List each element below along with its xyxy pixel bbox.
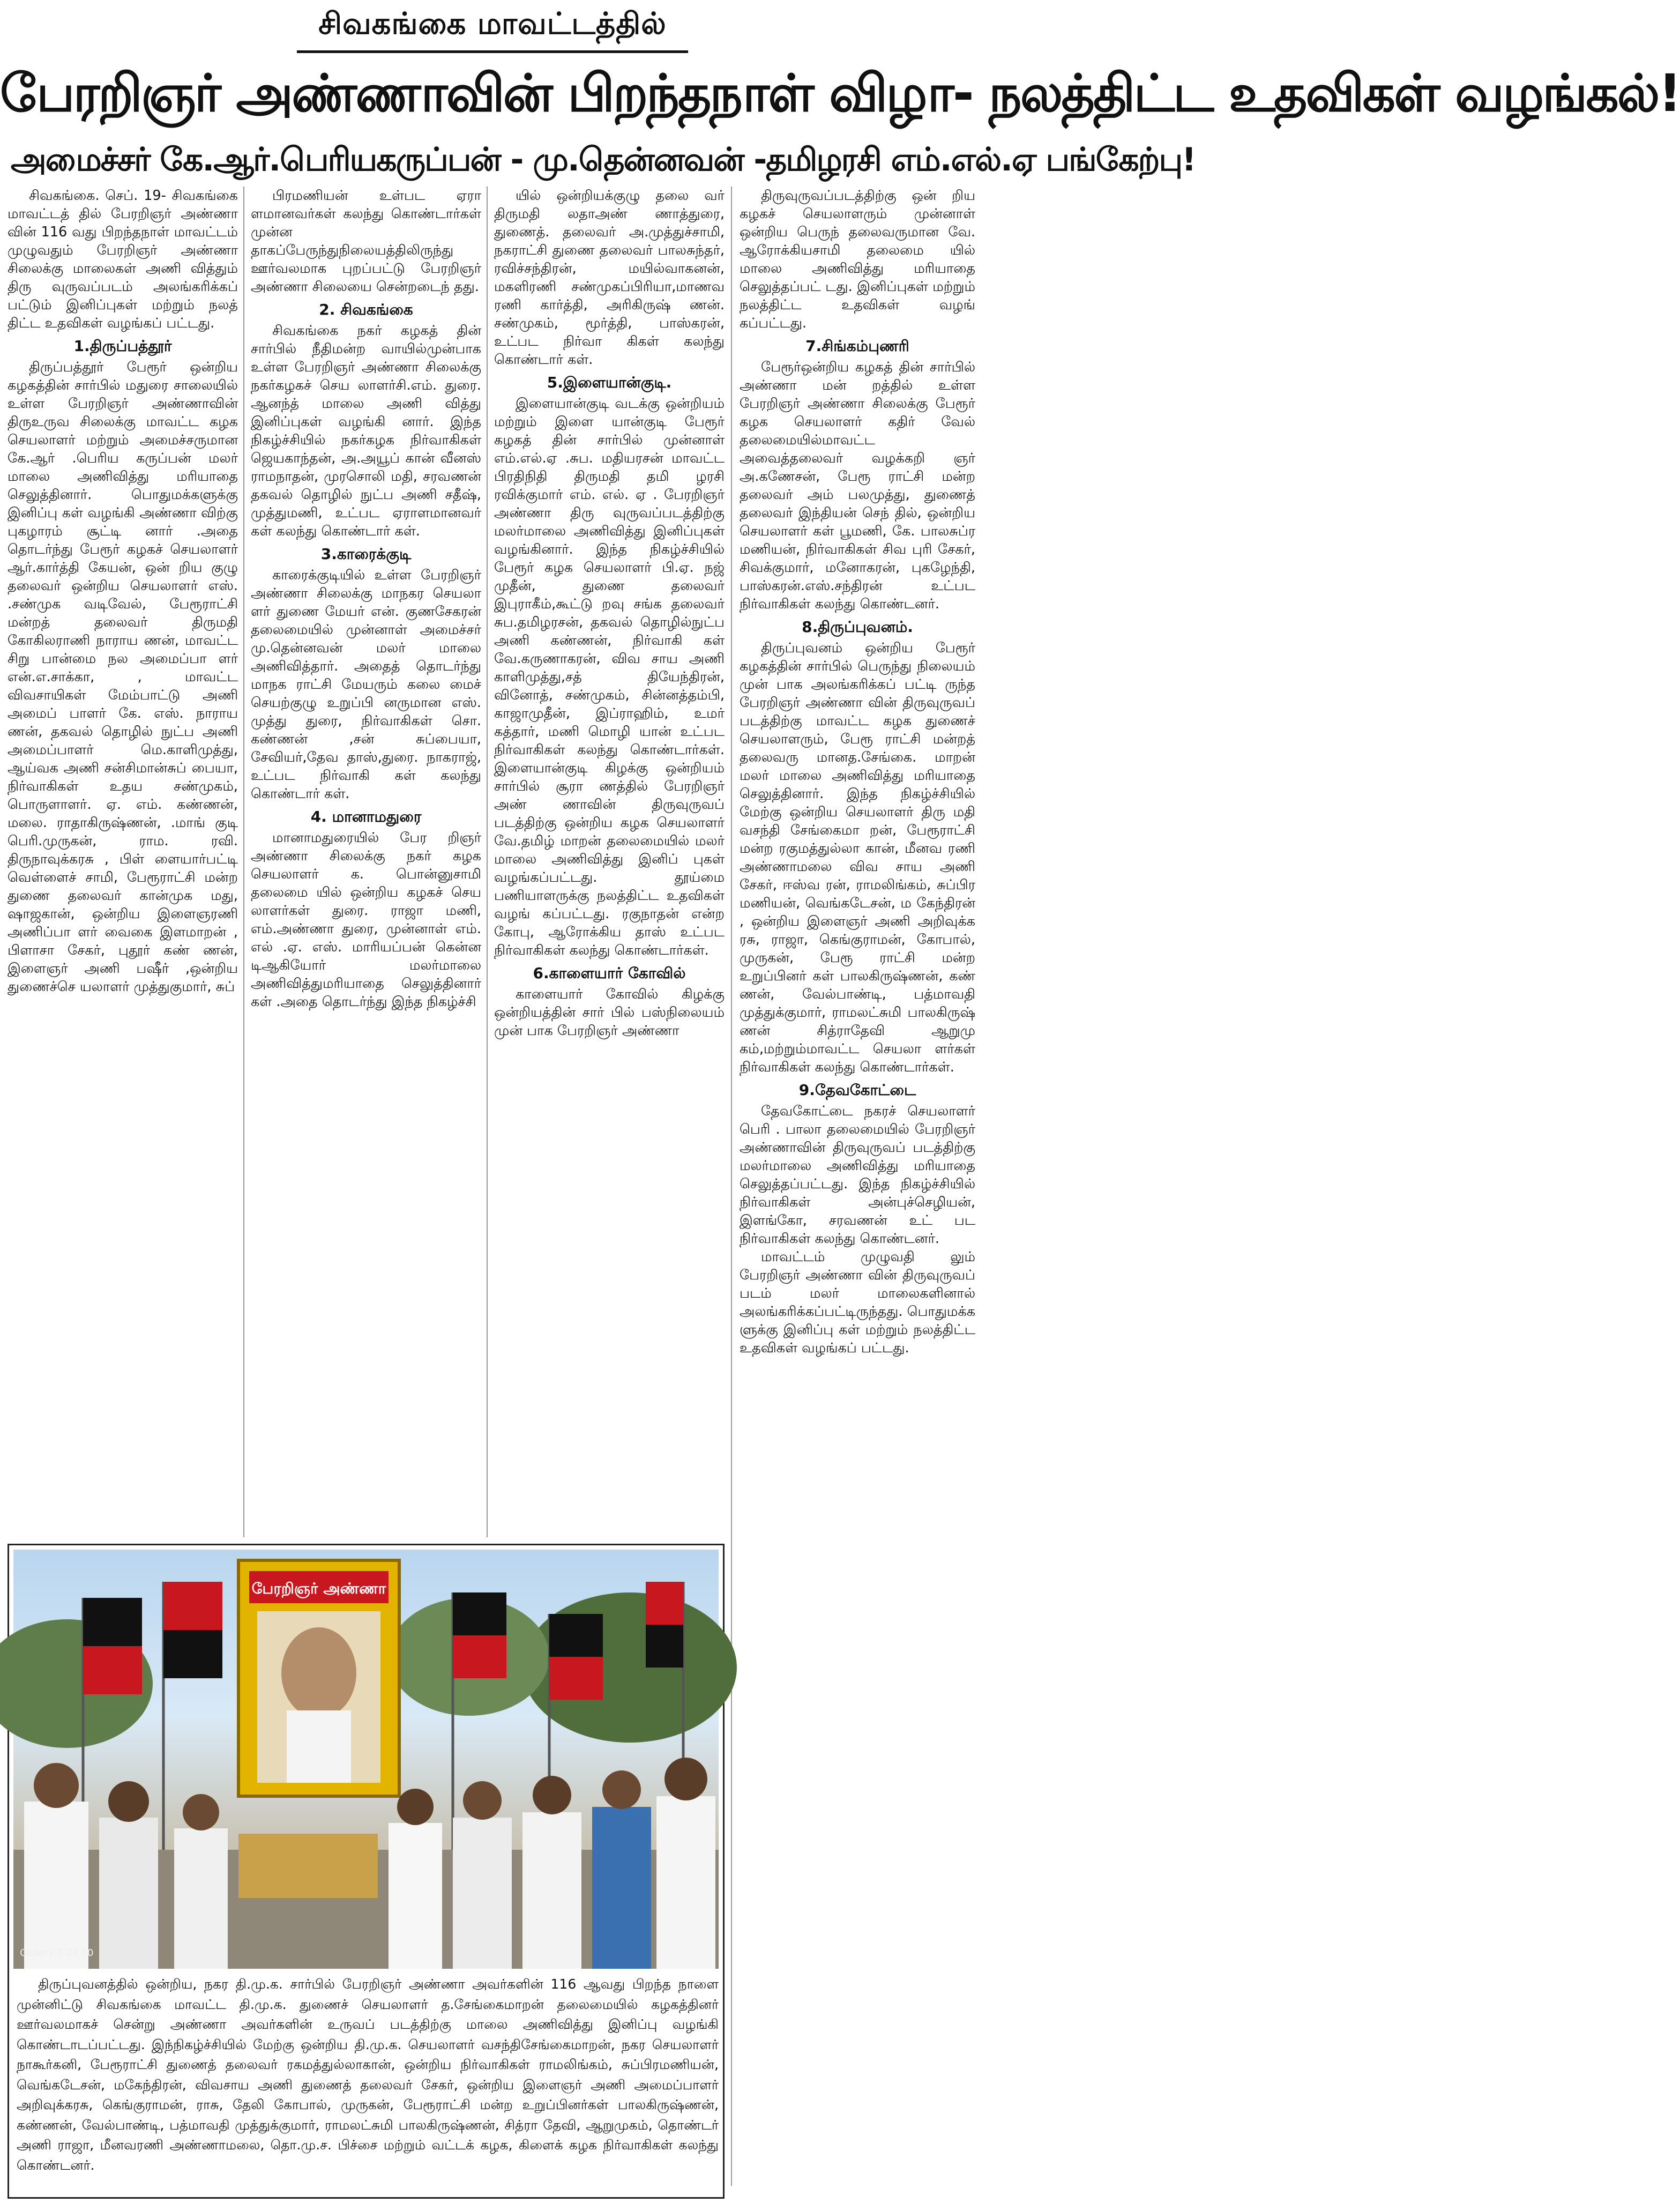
event-photo <box>13 1550 719 1969</box>
photo-box <box>8 1544 725 2199</box>
section-heading-karaikudi: 3.காரைக்குடி <box>320 545 412 563</box>
column-rule <box>487 187 488 1537</box>
section-text-ilayangudi: இளையான்குடி வடக்கு ஒன்றியம் மற்றும் இளை யான்குடி பேரூர் கழகத் தின் சார்பில் முன்னாள் எம்.எல்.ஏ .சுப. மதியரசன் மாவட்ட பிரதிநிதி திருமதி தமி ழரசி ரவிக்குமார் எம். எல். ஏ . பேரறிஞர் அண்ணா திரு வுருவப்படத்திற்கு மலர்மாலை அணிவித்து இனிப்புகள் வழங்கினார். இந்த நிகழ்ச்சியில் பேரூர் கழக செயலாளர் பி.ஏ. நஜ் முதீன், துணை தலைவர் இபுராகீம்,கூட்டு றவு சங்க தலைவர் சுப.தமிழரசன், தகவல் தொழில்நுட்ப அணி கண்ணன், நிர்வாகி கள் வே.கருணாகரன், விவ சாய அணி காளிமுத்து,சத் தியேந்திரன், வினோத், சண்முகம், சின்னத்தம்பி, காஜாமுதீன், இப்ராஹிம், உமர் கத்தார், மணி மொழி யான் உட்பட நிர்வாகிகள் கலந்து கொண்டார்கள். இளையான்குடி கிழக்கு ஒன்றியம் சார்பில் சூரா ணத்தில் பேரறிஞர் அண் ணாவின் திருவுருவப் படத்திற்கு ஒன்றிய கழக செயலாளர் வே.தமிழ் மாறன் தலைமையில் மலர் மாலை அணிவித்து இனிப் புகள் வழங்கப்பட்டது. தூய்மை பணியாளருக்கு நலத்திட்ட உதவிகள் வழங் கப்பட்டது. ரகுநாதன் என்ற கோபு, ஆரோக்கிய தாஸ் உட்பட நிர்வாகிகள் கலந்து கொண்டார்கள். <box>494 396 725 958</box>
section-text-singampunari: பேரூர்ஒன்றிய கழகத் தின் சார்பில் அண்ணா மன் றத்தில் உள்ள பேரறிஞர் அண்ணா சிலைக்கு பேரூர் கழக செயலாளர் கதிர் வேல் தலைமையில்மாவட்ட அவைத்தலைவர் வழக்கறி ஞர் அ.கணேசன், பேரூ ராட்சி மன்ற தலைவர் அம் பலமுத்து, துணைத் தலைவர் இந்தியன் செந் தில், ஒன்றிய செயலாளர் கள் பூமணி, கே. பாலசுப்ர மணியன், நிர்வாகிகள் சிவ புரி சேகர், சிவக்குமார், மனோகரன், புகழேந்தி, பாஸ்கரன்.எஸ்.சந்திரன் உட்பட நிர்வாகிகள் கலந்து கொண்டனர். <box>740 359 975 612</box>
section-text-continued: திருவுருவப்படத்திற்கு ஒன் றிய கழகச் செயலாளரும் முன்னாள் ஒன்றிய பெருந் தலைவருமான வே. ஆரோக்கியசாமி தலைமை யில் மாலை அணிவித்து மரியாதை செலுத்தப்பட் டது. இனிப்புகள் மற்றும் நலத்திட்ட உதவிகள் வழங் கப்பட்டது. <box>740 188 975 331</box>
article-column-4 <box>740 187 975 2186</box>
section-heading-devakottai: 9.தேவகோட்டை <box>798 1081 916 1099</box>
subhead <box>0 138 1196 181</box>
section-heading-tiruppuvanam: 8.திருப்புவனம். <box>802 618 913 636</box>
column-rule <box>731 187 732 2186</box>
section-heading-singampunari: 7.சிங்கம்புணரி <box>805 337 909 355</box>
section-text-kalaiyarkovil: காளையார் கோவில் கிழக்கு ஒன்றியத்தின் சார் பில் பஸ்நிலையம் முன் பாக பேரறிஞர் அண்ணா <box>494 986 725 1039</box>
subhead-part2: தமிழரசி எம்.எல்.ஏ பங்கேற்பு! <box>766 141 1196 178</box>
intro-paragraph: சிவகங்கை. செப். 19- சிவகங்கை மாவட்டத் தில் பேரறிஞர் அண்ணா வின் 116 வது பிறந்தநாள் மாவட்டம் முழுவதும் பேரறிஞர் அண்ணா சிலைக்கு மாலைகள் அணி வித்தும் திரு வுருவப்படம் அலங்கரிக்கப் பட்டும் இனிப்புகள் மற்றும் நலத் திட்ட உதவிகள் வழங்கப் பட்டது. <box>8 188 238 331</box>
section-text-continued: யில் ஒன்றியக்குழு தலை வர் திருமதி லதாஅண் ணாத்துரை, துணைத். தலைவர் அ.முத்துச்சாமி, நகராட்சி துணை தலைவர் பாலசுந்தர், ரவிச்சந்திரன், மயில்வாகனன், மகளிரணி சண்முகப்பிரியா,மாணவ ரணி கார்த்தி, அரிகிருஷ் ணன். சண்முகம், மூர்த்தி, பாஸ்கரன், உட்பட நிர்வா கிகள் கலந்து கொண்டார் கள். <box>494 188 725 368</box>
closing-paragraph: மாவட்டம் முழுவதி லும் பேரறிஞர் அண்ணா வின் திருவுருவப் படம் மலர் மாலைகளினால் அலங்கரிக்கப்பட்டிருந்தது. பொதுமக்க ளுக்கு இனிப்பு கள் மற்றும் நலத்திட்ட உதவிகள் வழங்கப் பட்டது. <box>740 1249 975 1356</box>
banner-text: பேரறிஞர் அண்ணா <box>251 1580 386 1597</box>
kicker-wrap <box>0 6 985 53</box>
section-heading-ilayangudi: 5.இளையான்குடி. <box>547 374 672 391</box>
subhead-part1: அமைச்சர் கே.ஆர்.பெரியகருப்பன் - மு.தென்னவன் - <box>11 141 766 178</box>
event-photo-illustration <box>13 1550 719 1969</box>
column-rule <box>243 187 244 1537</box>
section-text-karaikudi: காரைக்குடியில் உள்ள பேரறிஞர் அண்ணா சிலைக்கு மாநகர செயலா ளர் துணை மேயர் என். குணசேகரன் தலைமையில் முன்னாள் அமைச்சர் மு.தென்னவன் மலர் மாலை அணிவித்தார். அதைத் தொடர்ந்து மாநக ராட்சி மேயரும் கலை மைச் செயற்குழு உறுப்பி னருமான எஸ். முத்து துரை, நிர்வாகிகள் சொ. கண்ணன் ,சன் சுப்பையா, சேவியர்,தேவ தாஸ்,துரை. நாகராஜ், உட்பட நிர்வாகி கள் கலந்து கொண்டார் கள். <box>251 567 481 802</box>
section-text-tiruppattur: திருப்பத்தூர் பேரூர் ஒன்றிய கழகத்தின் சார்பில் மதுரை சாலையில் உள்ள பேரறிஞர் அண்ணாவின் திருஉருவ சிலைக்கு மாவட்ட கழக செயலாளர் மற்றும் அமைச்சருமான கே.ஆர் .பெரிய கருப்பன் மலர் மாலை அணிவித்து மரியாதை செலுத்தினார். பொதுமக்களுக்கு இனிப்பு கள் வழங்கி அண்ணா விற்கு புகழாரம் சூட்டி னார் .அதை தொடர்ந்து பேரூர் கழகச் செயலாளர் ஆர்.கார்த்தி கேயன், ஒன் றிய குழு தலைவர் ஒன்றிய செயலாளர் எஸ். .சண்முக வடிவேல், பேரூராட்சி மன்றத் தலைவர் திருமதி கோகிலராணி நாராய ணன், மாவட்ட சிறு பான்மை நல அமைப்பா ளர் என்.எ.சாக்கா, , மாவட்ட விவசாயிகள் மேம்பாட்டு அணி அமைப் பாளர் கே. எஸ். நாராய ணன், தகவல் தொழில் நுட்ப அணி அமைப்பாளர் மெ.காளிமுத்து, ஆய்வக அணி சன்சிமான்சுப் பையா, நிர்வாகிகள் உதய சண்முகம், பொருளாளர். ஏ. எம். கண்ணன், மலை. ராதாகிருஷ்ணன், .மாங் குடி பெரி.முருகன், ராம. ரவி. திருநாவுக்கரசு , பிள் ளையார்பட்டி வெள்ளைச் சாமி, பேரூராட்சி மன்ற துணை தலைவர் கான்முக மது, ஷாஜகான், ஒன்றிய இளைஞரணி அணிப்பா ளர் வைகை இளமாறன் , பிளாசா சேகர், புதூர் கண் ணன், இளைஞர் அணி பஷீர் ,ஒன்றிய துணைச்செ யலாளர் முத்துகுமார், சுப் <box>8 359 238 995</box>
article-column-2 <box>251 187 481 1537</box>
headline: பேரறிஞர் அண்ணாவின் பிறந்தநாள் விழா- நலத்திட்ட உதவிகள் வழங்கல்! <box>0 63 1680 123</box>
photo-credit: Gallery F 24.50 <box>20 1947 94 1959</box>
section-text-sivagangai: சிவகங்கை நகர் கழகத் தின் சார்பில் நீதிமன்ற வாயில்முன்பாக உள்ள பேரறிஞர் அண்ணா சிலைக்கு நகர்கழகச் செய லாளர்சி.எம். துரை. ஆனந்த் மாலை அணி வித்து இனிப்புகள் வழங்கி னார். இந்த நிகழ்ச்சியில் நகர்கழக நிர்வாகிகள் ஜெயகாந்தன், அ.அயூப் கான் வீனஸ் ராமநாதன், முரசொலி மதி, சரவணன் தகவல் தொழில் நுட்ப அணி சதீஷ், முத்துமணி, உட்பட ஏராளமானவர் கள் கலந்து கொண்டார் கள். <box>251 323 481 539</box>
photo-caption-text: திருப்புவனத்தில் ஒன்றிய, நகர தி.மு.க. சார்பில் பேரறிஞர் அண்ணா அவர்களின் 116 ஆவது பிறந்த நாளை முன்னிட்டு சிவகங்கை மாவட்ட தி.மு.க. துணைச் செயலாளர் த.சேங்கைமாறன் தலைமையில் கழகத்தினர் ஊர்வலமாகச் சென்று அண்ணா அவர்களின் உருவப் படத்திற்கு மாலை அணிவித்து இனிப்பு வழங்கி கொண்டாடப்பட்டது. இந்நிகழ்ச்சியில் மேற்கு ஒன்றிய தி.மு.க. செயலாளர் வசந்திசேங்கைமாறன், நகர செயலாளர் நாகூர்கனி, பேரூராட்சி துணைத் தலைவர் ரகமத்துல்லாகான், ஒன்றிய நிர்வாகிகள் ராமலிங்கம், சுப்பிரமணியன், வெங்கடேசன், மகேந்திரன், விவசாய அணி துணைத் தலைவர் சேகர், ஒன்றிய இளைஞர் அணி அமைப்பாளர் அறிவுக்கரசு, கெங்குராமன், ராசு, தேலி கோபால், முருகன், பேரூராட்சி மன்ற உறுப்பினர்கள் பாலகிருஷ்ணன், கண்ணன், வேல்பாண்டி, பத்மாவதி முத்துக்குமார், ராமலட்சுமி பாலகிருஷ்ணன், சித்ரா தேவி, ஆறுமுகம், தொண்டர் அணி ராஜா, மீனவரணி அண்ணாமலை, தொ.மு.ச. பிச்சை மற்றும் வட்டக் கழக, கிளைக் கழக நிர்வாகிகள் கலந்து கொண்டனர். <box>17 1976 719 2173</box>
section-text-tiruppuvanam: திருப்புவனம் ஒன்றிய பேரூர் கழகத்தின் சார்பில் பெருந்து நிலையம் முன் பாக அலங்கரிக்கப் பட்டி ருந்த பேரறிஞர் அண்ணா வின் திருவுருவப் படத்திற்கு மாவட்ட கழக துணைச் செயலாளரும், பேரூ ராட்சி மன்றத் தலைவரு மானத.சேங்கை. மாறன் மலர் மாலை அணிவித்து மரியாதை செலுத்தினார். இந்த நிகழ்ச்சியில் மேற்கு ஒன்றிய செயலாளர் திரு மதி வசந்தி சேங்கைமா றன், பேரூராட்சி மன்ற ரகுமத்துல்லா கான், மீனவ ரணி அண்ணாமலை விவ சாய அணி சேகர், ஈஸ்வ ரன், ராமலிங்கம், சுப்பிர மணியன், வெங்கடேசன், ம கேந்திரன் , ஒன்றிய இளைஞர் அணி அறிவுக்க ரசு, ராஜா, கெங்குராமன், கோபால், முருகன், பேரூ ராட்சி மன்ற உறுப்பினர் கள் பாலகிருஷ்ணன், கண் ணன், வேல்பாண்டி, பத்மாவதி முத்துக்குமார், ராமலட்சுமி பாலகிருஷ் ணன் சித்ராதேவி ஆறுமு கம்,மற்றும்மாவட்ட செயலா ளர்கள் நிர்வாகிகள் கலந்து கொண்டார்கள். <box>740 640 975 1075</box>
section-heading-kalaiyarkovil: 6.காளையார் கோவில் <box>533 964 686 982</box>
section-heading-manamadurai: 4. மானாமதுரை <box>310 808 422 825</box>
section-text-continued: பிரமணியன் உள்பட ஏரா ளமானவர்கள் கலந்து கொண்டார்கள் முன்ன தாகப்பேருந்துநிலையத்திலிருந்து ஊர்வலமாக புறப்பட்டு பேரறிஞர் அண்ணா சிலையை சென்றடைந் தது. <box>251 188 481 295</box>
article-column-3 <box>494 187 725 1537</box>
photo-caption <box>17 1974 719 2175</box>
section-text-devakottai: தேவகோட்டை நகரச் செயலாளர் பெரி . பாலா தலைமையில் பேரறிஞர் அண்ணாவின் திருவுருவப் படத்திற்கு மலர்மாலை அணிவித்து மரியாதை செலுத்தப்பட்டது. இந்த நிகழ்ச்சியில் நிர்வாகிகள் அன்புச்செழியன், இளங்கோ, சரவணன் உட் பட நிர்வாகிகள் கலந்து கொண்டனர். <box>740 1103 975 1247</box>
section-heading-tiruppattur: 1.திருப்பத்தூர் <box>73 337 172 355</box>
section-heading-sivagangai: 2. சிவகங்கை <box>319 301 413 318</box>
section-text-manamadurai: மானாமதுரையில் பேர றிஞர் அண்ணா சிலைக்கு நகர் கழக செயலாளர் க. பொன்னுசாமி தலைமை யில் ஒன்றிய கழகச் செய லாளர்கள் துரை. ராஜா மணி, எம்.அண்ணா துரை, முன்னாள் எம். எல் .ஏ. எஸ். மாரியப்பன் கென்ன டிஆகியோர் மலர்மாலை அணிவித்துமரியாதை செலுத்தினார் கள் .அதை தொடர்ந்து இந்த நிகழ்ச்சி <box>251 830 481 1010</box>
article-column-1 <box>8 187 238 1537</box>
kicker: சிவகங்கை மாவட்டத்தில் <box>297 6 688 53</box>
